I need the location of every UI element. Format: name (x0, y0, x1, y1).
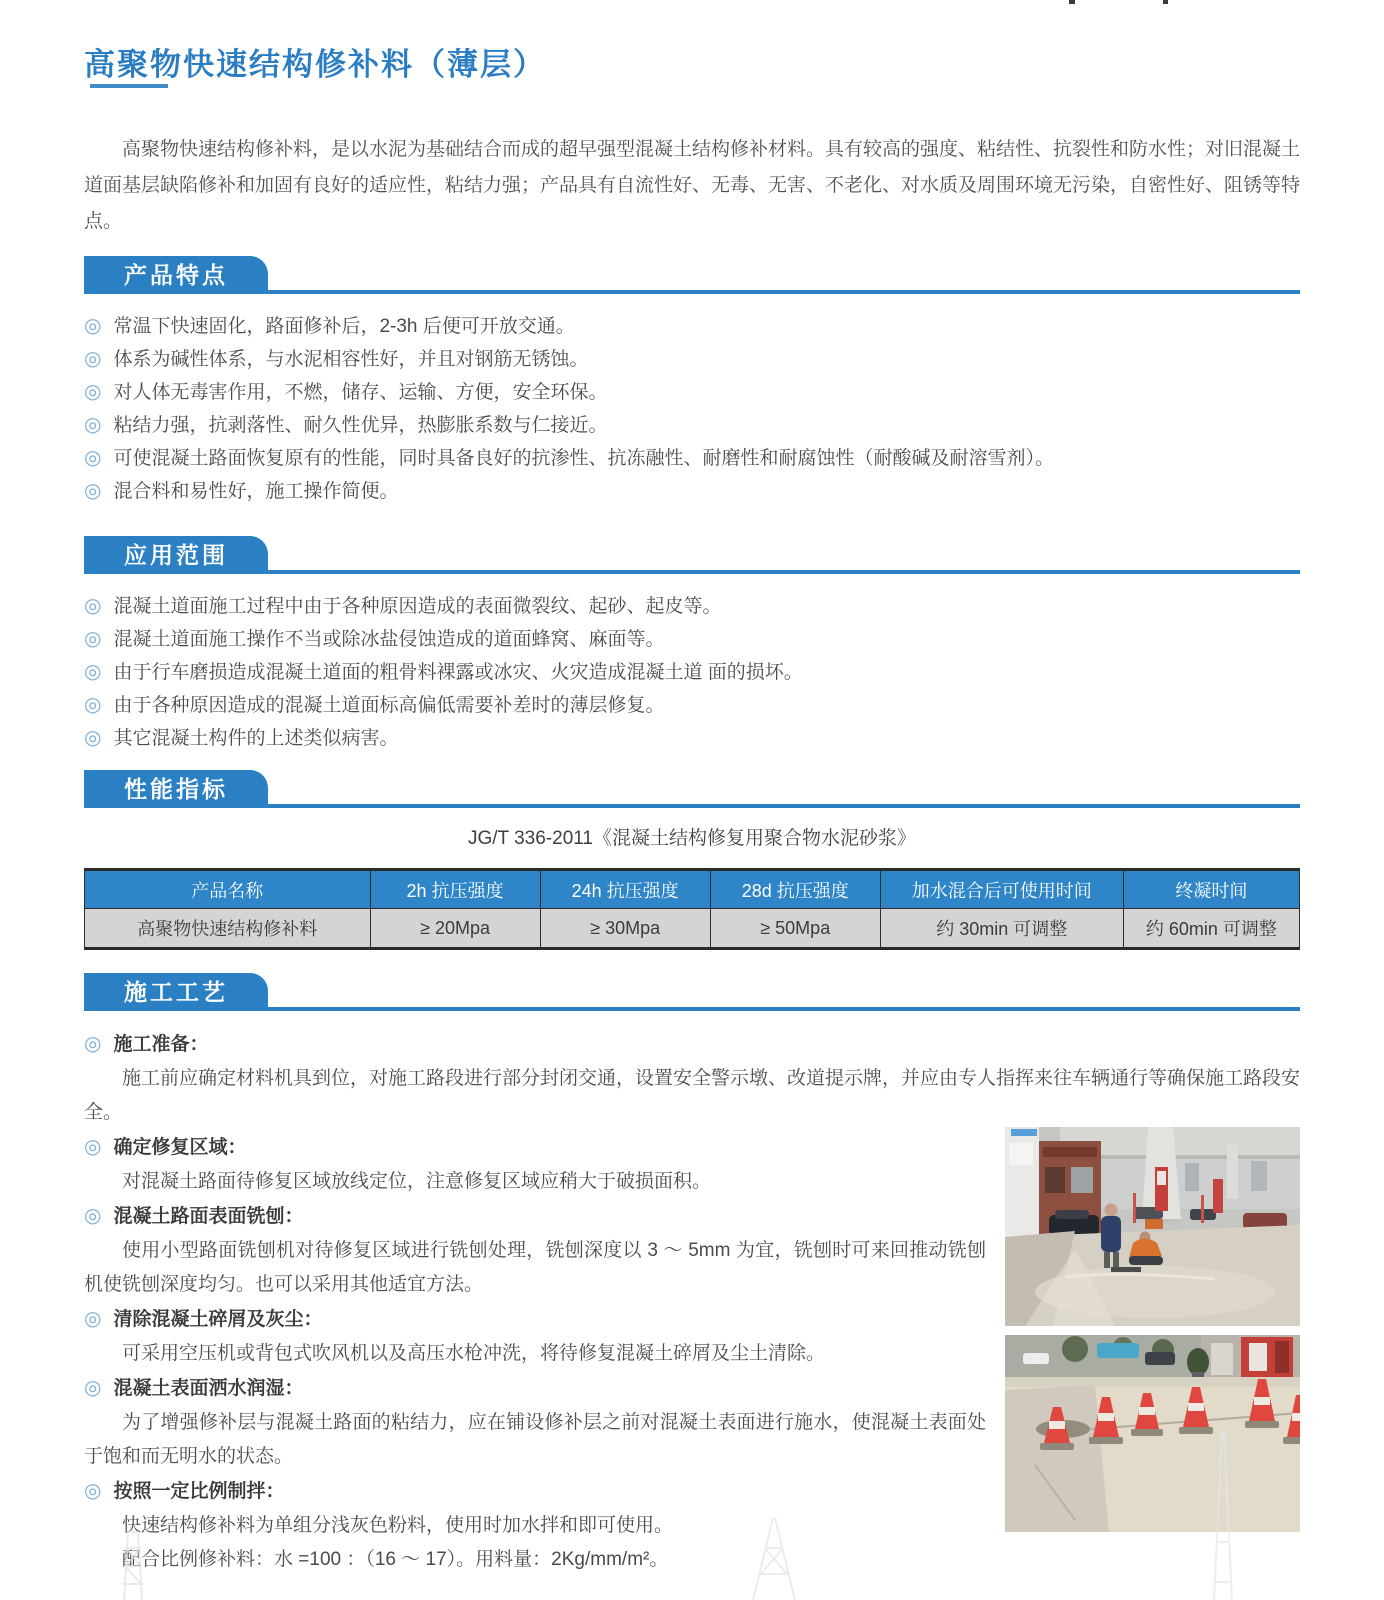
bullet-text: 混凝土道面施工操作不当或除冰盐侵蚀造成的道面蜂窝、麻面等。 (113, 629, 665, 650)
cutoff-mark (1069, 0, 1075, 4)
bullet-ring-icon: ◎ (84, 694, 102, 716)
bullet-ring-icon: ◎ (84, 414, 102, 436)
table-header-cell: 加水混合后可使用时间 (880, 870, 1123, 909)
section-performance (84, 770, 1300, 950)
table-cell: 约 30min 可调整 (880, 909, 1123, 949)
bullet-item (84, 656, 1300, 689)
table-cell: ≥ 50Mpa (710, 909, 880, 949)
process-step (84, 1027, 1300, 1130)
bullet-ring-icon: ◎ (84, 727, 102, 749)
step-description: 快速结构修补料为单组分浅灰色粉料，使用时加水拌和即可使用。 (122, 1515, 674, 1536)
process-photo-repair-scene (1005, 1127, 1300, 1326)
bullet-ring-icon: ◎ (84, 315, 102, 337)
bullet-ring-icon: ◎ (84, 1480, 102, 1502)
bullet-item (84, 623, 1300, 656)
bullet-text: 粘结力强，抗剥落性、耐久性优异，热膨胀系数与仁接近。 (113, 415, 608, 436)
bullet-ring-icon: ◎ (84, 1205, 102, 1227)
bullet-text: 由于行车磨损造成混凝土道面的粗骨料裸露或冰灾、火灾造成混凝土道 面的损坏。 (113, 662, 803, 683)
section-title-badge: 产品特点 (84, 256, 268, 294)
table-header-cell: 24h 抗压强度 (540, 870, 710, 909)
section-applications (84, 536, 1300, 755)
process-photo-cones-scene (1005, 1335, 1300, 1532)
step-label (84, 1027, 1300, 1062)
step-title: 确定修复区域： (113, 1137, 247, 1158)
table-cell: ≥ 30Mpa (540, 909, 710, 949)
step-description: 使用小型路面铣刨机对待修复区域进行铣刨处理，铣刨深度以 3 ～ 5mm 为宜，铣刨时可来回推动铣刨机使铣刨深度均匀。也可以采用其他适宜方法。 (84, 1240, 986, 1295)
step-title: 施工准备： (113, 1034, 209, 1055)
section-header (84, 256, 1300, 294)
table-row (85, 909, 1300, 949)
bullet-item (84, 722, 1300, 755)
photo-illustration (1005, 1127, 1300, 1326)
step-title: 混凝土路面表面铣刨： (113, 1206, 304, 1227)
bullet-ring-icon: ◎ (84, 628, 102, 650)
section-title-badge: 应用范围 (84, 536, 268, 574)
bullet-item (84, 409, 1300, 442)
bullet-ring-icon: ◎ (84, 447, 102, 469)
step-description: 可采用空压机或背包式吹风机以及高压水枪冲洗，将待修复混凝土碎屑及尘土清除。 (122, 1343, 826, 1364)
bullet-text: 体系为碱性体系，与水泥相容性好，并且对钢筋无锈蚀。 (113, 349, 589, 370)
intro-paragraph: 高聚物快速结构修补料，是以水泥为基础结合而成的超早强型混凝土结构修补材料。具有较高的强度、粘结性、抗裂性和防水性；对旧混凝土道面基层缺陷修补和加固有良好的适应性，粘结力强；产品具有自流性好、无毒、无害、不老化、对水质及周围环境无污染，自密性好、阻锈等特点。 (84, 139, 1301, 232)
bullet-ring-icon: ◎ (84, 661, 102, 683)
bullet-text: 其它混凝土构件的上述类似病害。 (113, 728, 399, 749)
watermark-tower-graphic (104, 1528, 184, 1600)
bullet-item (84, 590, 1300, 623)
step-label (84, 1199, 986, 1234)
section-header (84, 973, 1300, 1011)
bullet-item (84, 376, 1300, 409)
step-title: 混凝土表面洒水润湿： (113, 1378, 304, 1399)
step-description: 配合比例修补料：水 =100 ：（16 ～ 17）。用料量：2Kg/mm/m²。 (122, 1549, 669, 1570)
step-description: 为了增强修补层与混凝土路面的粘结力，应在铺设修补层之前对混凝土表面进行施水，使混凝土表面处于饱和而无明水的状态。 (84, 1412, 986, 1467)
step-label (84, 1474, 986, 1509)
process-step (84, 1302, 986, 1371)
bullet-text: 混凝土道面施工过程中由于各种原因造成的表面微裂纹、起砂、起皮等。 (113, 596, 722, 617)
bullet-item (84, 689, 1300, 722)
page-title: 高聚物快速结构修补料（薄层） (84, 46, 546, 82)
section-features (84, 256, 1300, 508)
table-cell: 约 60min 可调整 (1123, 909, 1299, 949)
bullet-ring-icon: ◎ (84, 1033, 102, 1055)
bullet-text: 对人体无毒害作用，不燃，储存、运输、方便，安全环保。 (113, 382, 608, 403)
performance-table (84, 868, 1300, 950)
section-header (84, 770, 1300, 808)
bullet-ring-icon: ◎ (84, 348, 102, 370)
process-step (84, 1199, 986, 1302)
bullet-item (84, 442, 1300, 475)
step-label (84, 1371, 986, 1406)
bullet-item (84, 310, 1300, 343)
cutoff-mark (1163, 0, 1168, 4)
table-header-cell: 产品名称 (85, 870, 371, 909)
table-cell: 高聚物快速结构修补料 (85, 909, 371, 949)
bullet-text: 可使混凝土路面恢复原有的性能，同时具备良好的抗渗性、抗冻融性、耐磨性和耐腐蚀性（耐酸碱及耐溶雪剂）。 (113, 448, 1054, 469)
section-title-badge: 施工工艺 (84, 973, 268, 1011)
process-steps (84, 1130, 986, 1577)
applications-list (84, 590, 1300, 755)
bullet-text: 由于各种原因造成的混凝土道面标高偏低需要补差时的薄层修复。 (113, 695, 665, 716)
bullet-ring-icon: ◎ (84, 595, 102, 617)
step-label (84, 1130, 986, 1165)
bullet-text: 常温下快速固化，路面修补后，2-3h 后便可开放交通。 (113, 316, 575, 337)
table-header-cell: 终凝时间 (1123, 870, 1299, 909)
bullet-ring-icon: ◎ (84, 381, 102, 403)
title-underline-dash (90, 84, 168, 88)
features-list (84, 310, 1300, 508)
bullet-ring-icon: ◎ (84, 480, 102, 502)
process-step (84, 1474, 986, 1577)
table-caption: JG/T 336-2011《混凝土结构修复用聚合物水泥砂浆》 (468, 828, 916, 849)
table-cell: ≥ 20Mpa (370, 909, 540, 949)
watermark-pylon-graphic (735, 1518, 815, 1600)
bullet-text: 混合料和易性好，施工操作简便。 (113, 481, 399, 502)
section-title-badge: 性能指标 (84, 770, 268, 808)
watermark-mast-graphic (1198, 1432, 1248, 1600)
step-title: 清除混凝土碎屑及灰尘： (113, 1309, 323, 1330)
step-description: 对混凝土路面待修复区域放线定位，注意修复区域应稍大于破损面积。 (122, 1171, 712, 1192)
bullet-item (84, 343, 1300, 376)
table-header-cell: 28d 抗压强度 (710, 870, 880, 909)
bullet-ring-icon: ◎ (84, 1308, 102, 1330)
step-title: 按照一定比例制拌： (113, 1481, 285, 1502)
table-header-cell: 2h 抗压强度 (370, 870, 540, 909)
bullet-ring-icon: ◎ (84, 1136, 102, 1158)
bullet-ring-icon: ◎ (84, 1377, 102, 1399)
section-header (84, 536, 1300, 574)
step-description: 施工前应确定材料机具到位，对施工路段进行部分封闭交通，设置安全警示墩、改道提示牌，并应由专人指挥来往车辆通行等确保施工路段安全。 (84, 1068, 1301, 1123)
photo-illustration (1005, 1335, 1300, 1532)
step-label (84, 1302, 986, 1337)
process-step-first (84, 1027, 1300, 1130)
bullet-item (84, 475, 1300, 508)
process-step (84, 1130, 986, 1199)
process-step (84, 1371, 986, 1474)
